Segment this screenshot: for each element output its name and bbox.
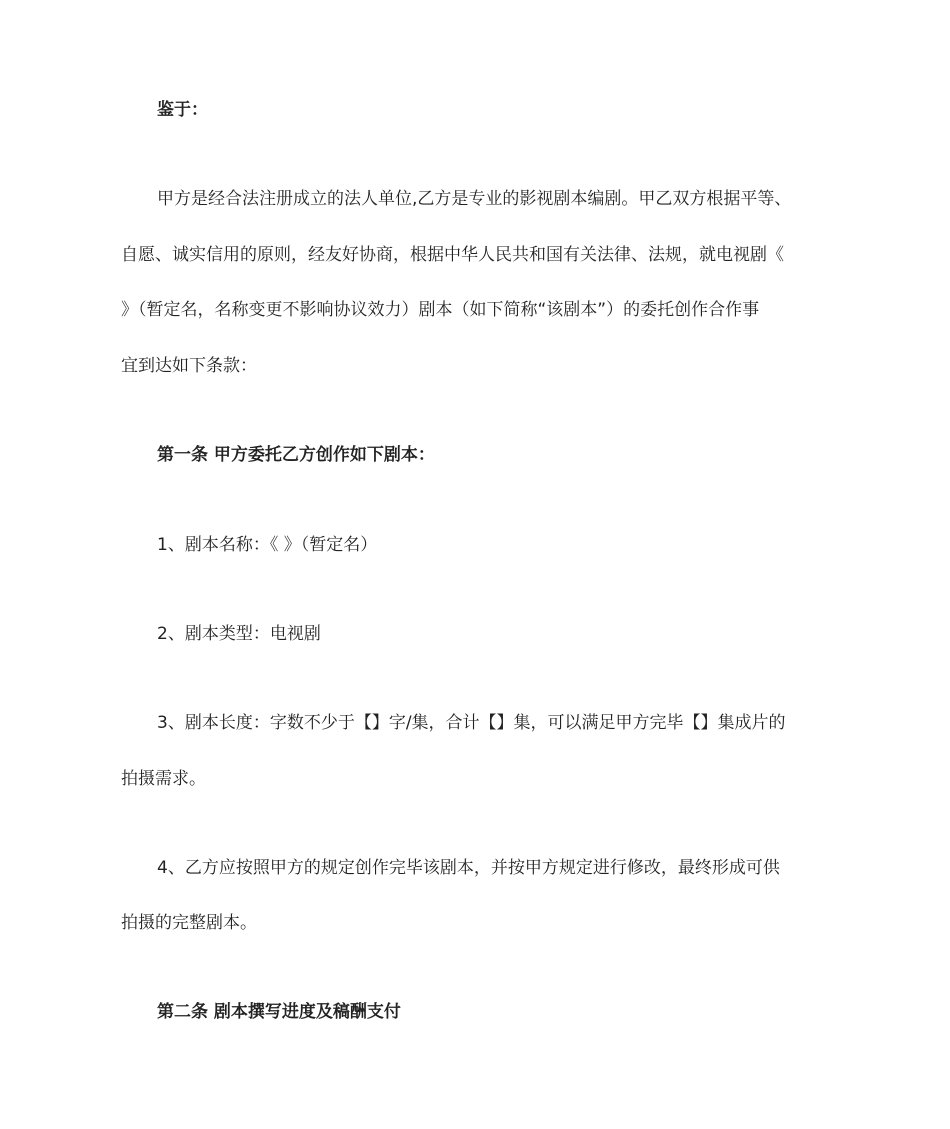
article-1-item-3-line-1: 3、剧本长度：字数不少于【】字/集，合计【】集，可以满足甲方完毕【】集成片的 <box>157 713 786 733</box>
article-1-item-4-line-1: 4、乙方应按照甲方的规定创作完毕该剧本，并按甲方规定进行修改，最终形成可供 <box>157 858 780 878</box>
preamble-line-1: 甲方是经合法注册成立的法人单位,乙方是专业的影视剧本编剧。甲乙双方根据平等、 <box>157 189 792 209</box>
article-1-item-4-line-2: 拍摄的完整剧本。 <box>121 913 257 933</box>
article-1-item-1: 1、剧本名称：《 》（暂定名） <box>157 535 378 555</box>
preamble-line-2: 自愿、诚实信用的原则，经友好协商，根据中华人民共和国有关法律、法规，就电视剧《 <box>121 245 784 265</box>
article-1-heading: 第一条 甲方委托乙方创作如下剧本： <box>157 445 435 465</box>
article-1-item-2: 2、剧本类型：电视剧 <box>157 624 321 644</box>
article-1-item-3-line-2: 拍摄需求。 <box>121 769 206 789</box>
preamble-line-3: 》（暂定名，名称变更不影响协议效力）剧本（如下简称“该剧本”）的委托创作合作事 <box>121 300 760 320</box>
article-2-heading: 第二条 剧本撰写进度及稿酬支付 <box>157 1002 401 1022</box>
preamble-line-4: 宜到达如下条款： <box>121 356 257 376</box>
preamble-heading: 鉴于： <box>157 100 208 120</box>
